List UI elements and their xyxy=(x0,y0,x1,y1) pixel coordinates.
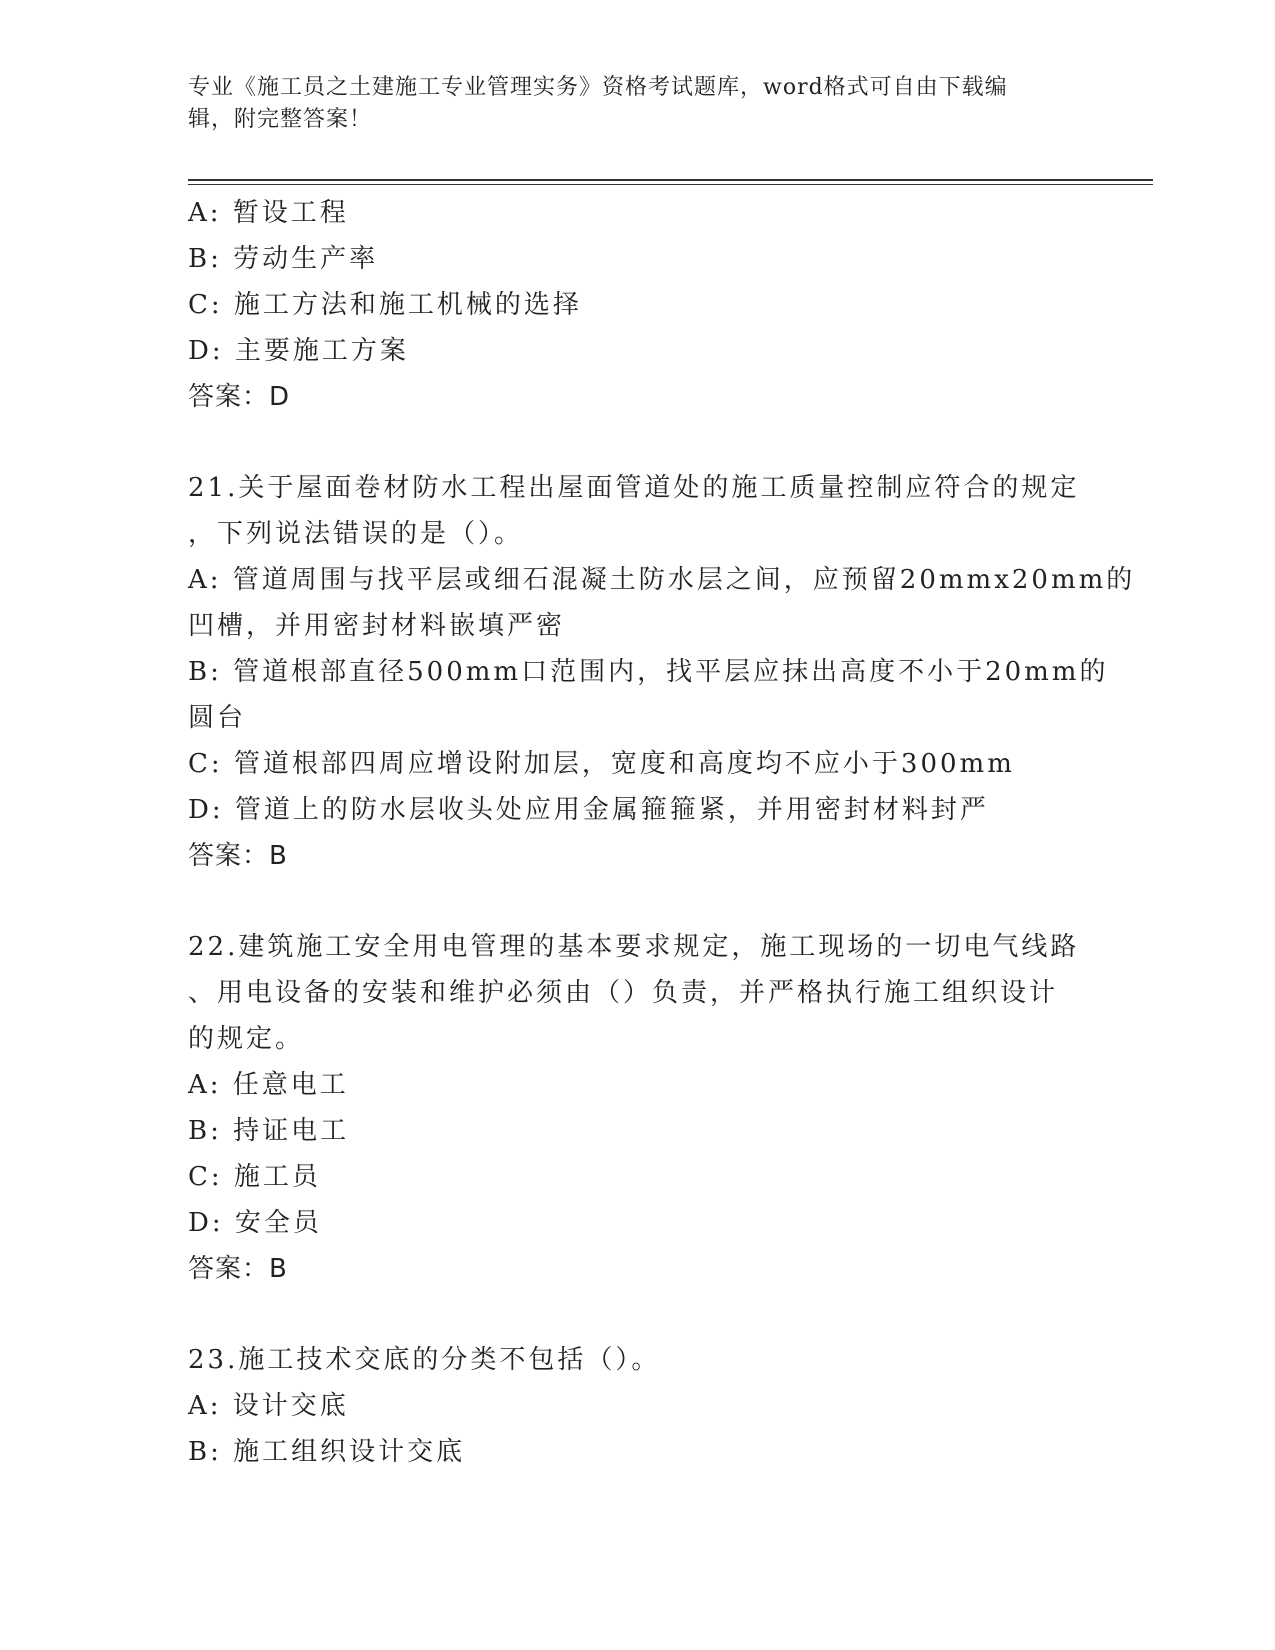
question-23 xyxy=(188,1337,1088,1475)
option-a: A: 管道周围与找平层或细石混凝土防水层之间，应预留20mmx20mm的 xyxy=(188,565,1136,595)
question-stem-cont: ，下列说法错误的是（）。 xyxy=(188,519,524,549)
option-d: D: 主要施工方案 xyxy=(188,336,409,366)
option-b: B: 管道根部直径500mm口范围内，找平层应抹出高度不小于20mm的 xyxy=(188,657,1109,687)
option-d: D: 安全员 xyxy=(188,1208,322,1238)
question-stem-cont-2: 的规定。 xyxy=(188,1024,305,1054)
header-divider-thick xyxy=(188,179,1153,181)
question-stem: 22.建筑施工安全用电管理的基本要求规定，施工现场的一切电气线路 xyxy=(188,932,1080,962)
question-21 xyxy=(188,465,1136,879)
option-c: C: 管道根部四周应增设附加层，宽度和高度均不应小于300mm xyxy=(188,749,1015,779)
header-line-2: 辑，附完整答案！ xyxy=(188,107,373,132)
option-a-cont: 凹槽，并用密封材料嵌填严密 xyxy=(188,611,566,641)
question-22 xyxy=(188,924,1088,1292)
option-b: B: 持证电工 xyxy=(188,1116,350,1146)
document-header xyxy=(188,72,1088,136)
question-20 xyxy=(188,190,1088,420)
header-line-1: 专业《施工员之土建施工专业管理实务》资格考试题库，word格式可自由下载编 xyxy=(188,75,1008,100)
answer: 答案：B xyxy=(188,841,288,871)
question-stem-cont: 、用电设备的安装和维护必须由（）负责，并严格执行施工组织设计 xyxy=(188,978,1059,1008)
question-stem: 21.关于屋面卷材防水工程出屋面管道处的施工质量控制应符合的规定 xyxy=(188,473,1080,503)
option-a: A: 设计交底 xyxy=(188,1391,349,1421)
option-c: C: 施工方法和施工机械的选择 xyxy=(188,290,582,320)
option-b: B: 劳动生产率 xyxy=(188,244,379,274)
option-d: D: 管道上的防水层收头处应用金属箍箍紧，并用密封材料封严 xyxy=(188,795,989,825)
option-b-cont: 圆台 xyxy=(188,703,247,733)
option-b: B: 施工组织设计交底 xyxy=(188,1437,466,1467)
question-list xyxy=(188,190,1136,1475)
answer: 答案：B xyxy=(188,1254,288,1284)
option-a: A: 暂设工程 xyxy=(188,198,349,228)
question-stem: 23.施工技术交底的分类不包括（）。 xyxy=(188,1345,661,1375)
header-divider-thin xyxy=(188,184,1153,185)
option-a: A: 任意电工 xyxy=(188,1070,349,1100)
answer: 答案：D xyxy=(188,382,291,412)
option-c: C: 施工员 xyxy=(188,1162,321,1192)
